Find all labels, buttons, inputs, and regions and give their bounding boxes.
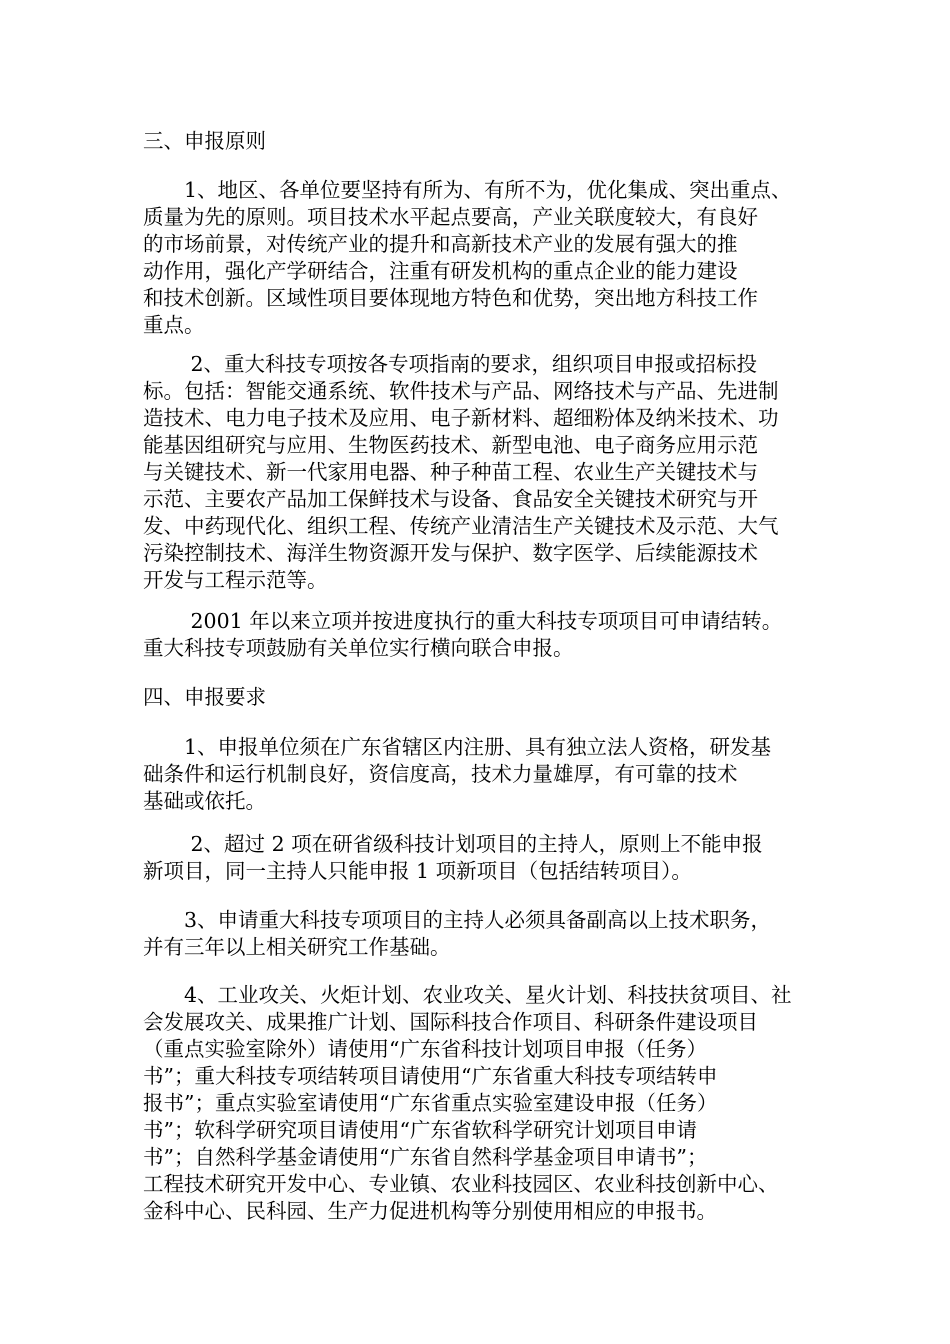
heading-text: 三、申报原则 — [143, 129, 266, 153]
text-line: 1、地区、各单位要坚持有所为、有所不为，优化集成、突出重点、 — [143, 178, 792, 202]
text-line: 2001 年以来立项并按进度执行的重大科技专项项目可申请结转。 — [143, 609, 783, 633]
text-line: 报书”；重点实验室请使用“广东省重点实验室建设申报（任务） — [143, 1091, 718, 1115]
text-line: 质量为先的原则。项目技术水平起点要高，产业关联度较大，有良好 — [143, 205, 758, 229]
section-3-heading — [143, 128, 815, 155]
text-line: 动作用，强化产学研结合，注重有研发机构的重点企业的能力建设 — [143, 259, 738, 283]
section-4-paragraph-4 — [143, 982, 815, 1225]
text-line: 重大科技专项鼓励有关单位实行横向联合申报。 — [143, 636, 574, 660]
section-4-paragraph-1 — [143, 734, 815, 815]
text-line: 3、申请重大科技专项项目的主持人必须具备副高以上技术职务， — [143, 908, 772, 932]
text-line: 重点。 — [143, 313, 205, 337]
text-line: 4、工业攻关、火炬计划、农业攻关、星火计划、科技扶贫项目、社 — [143, 983, 792, 1007]
text-line: 能基因组研究与应用、生物医药技术、新型电池、电子商务应用示范 — [143, 433, 758, 457]
text-line: 并有三年以上相关研究工作基础。 — [143, 935, 451, 959]
text-line: 示范、主要农产品加工保鲜技术与设备、食品安全关键技术研究与开 — [143, 487, 758, 511]
section-3-paragraph-1 — [143, 177, 815, 339]
text-line: 新项目，同一主持人只能申报 1 项新项目（包括结转项目）。 — [143, 859, 692, 883]
section-4-paragraph-2 — [143, 831, 815, 885]
text-line: 发、中药现代化、组织工程、传统产业清洁生产关键技术及示范、大气 — [143, 514, 779, 538]
section-3-paragraph-2 — [143, 351, 815, 594]
section-4-paragraph-3 — [143, 907, 815, 961]
text-line: 金科中心、民科园、生产力促进机构等分别使用相应的申报书。 — [143, 1199, 717, 1223]
text-line: （重点实验室除外）请使用“广东省科技计划项目申报（任务） — [143, 1037, 707, 1061]
section-4-heading — [143, 684, 815, 711]
text-line: 的市场前景，对传统产业的提升和高新技术产业的发展有强大的推 — [143, 232, 738, 256]
text-line: 2、重大科技专项按各专项指南的要求，组织项目申报或招标投 — [143, 352, 758, 376]
text-line: 工程技术研究开发中心、专业镇、农业科技园区、农业科技创新中心、 — [143, 1172, 779, 1196]
text-line: 2、超过 2 项在研省级科技计划项目的主持人，原则上不能申报 — [143, 832, 763, 856]
text-line: 础条件和运行机制良好，资信度高，技术力量雄厚，有可靠的技术 — [143, 762, 738, 786]
text-line: 基础或依托。 — [143, 789, 266, 813]
text-line: 书”；自然科学基金请使用“广东省自然科学基金项目申请书”； — [143, 1145, 708, 1169]
heading-text: 四、申报要求 — [143, 685, 266, 709]
text-line: 与关键技术、新一代家用电器、种子种苗工程、农业生产关键技术与 — [143, 460, 758, 484]
text-line: 书”；软科学研究项目请使用“广东省软科学研究计划项目申请 — [143, 1118, 697, 1142]
text-line: 标。包括：智能交通系统、软件技术与产品、网络技术与产品、先进制 — [143, 379, 779, 403]
text-line: 书”；重大科技专项结转项目请使用“广东省重大科技专项结转申 — [143, 1064, 718, 1088]
text-line: 开发与工程示范等。 — [143, 568, 328, 592]
text-line: 会发展攻关、成果推广计划、国际科技合作项目、科研条件建设项目 — [143, 1010, 758, 1034]
text-line: 和技术创新。区域性项目要体现地方特色和优势，突出地方科技工作 — [143, 286, 758, 310]
section-3-paragraph-3 — [143, 608, 815, 662]
text-line: 污染控制技术、海洋生物资源开发与保护、数字医学、后续能源技术 — [143, 541, 758, 565]
text-line: 1、申报单位须在广东省辖区内注册、具有独立法人资格，研发基 — [143, 735, 772, 759]
text-line: 造技术、电力电子技术及应用、电子新材料、超细粉体及纳米技术、功 — [143, 406, 779, 430]
